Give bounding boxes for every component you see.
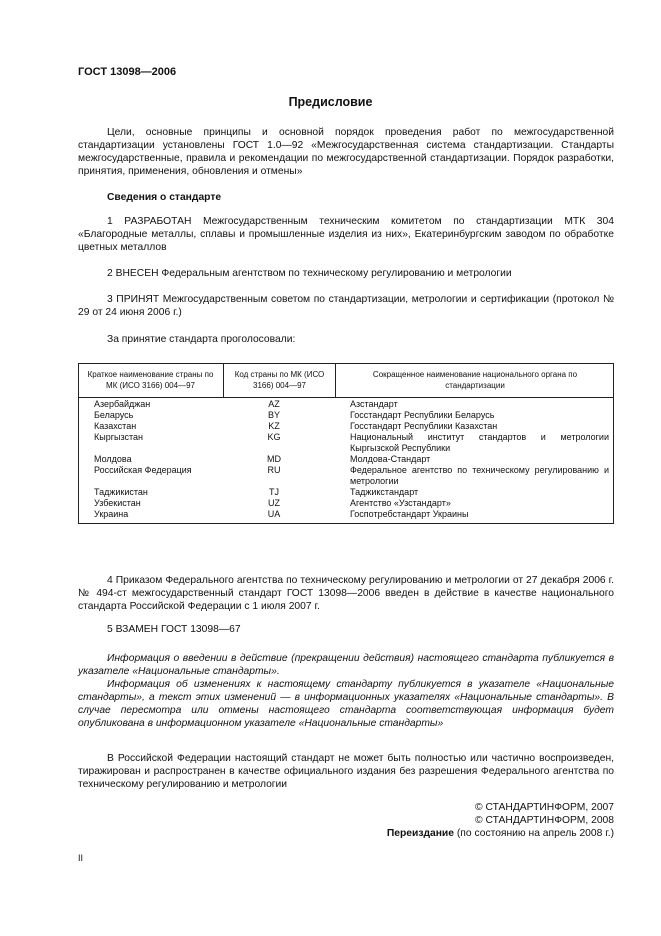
section-heading: Сведения о стандарте (107, 192, 222, 203)
info-paragraph-2: Информация об изменениях к настоящему стандарту публикуется в указателе «Национальные стандарты», а текст этих изменений — в информационных указателях «Национальные стандарты». В случае пересмотра или отмены настоящего стандарта соответствующая информация будет опубликована в информационном указателе «Национальные стандарты» (78, 679, 614, 729)
table-cell-body: Госпотребстандарт Украины (350, 509, 469, 519)
table-cell-country: Таджикистан (94, 487, 148, 497)
table-header-rule (78, 397, 614, 398)
table-cell-country: Кыргызстан (94, 432, 143, 442)
table-cell-body: Национальный институт стандартов и метрологии Кыргызской Республики (350, 432, 609, 453)
table-cell-country: Беларусь (94, 410, 134, 420)
table-cell-code: MD (267, 454, 281, 464)
page-title: Предисловие (288, 95, 373, 109)
table-cell-code: AZ (268, 399, 280, 409)
item-1-text: Межгосударственным техническим комитетом по стандартизации МТК 304 «Благородные металлы, сплавы и промышленные изделия из них», Екатеринбургским заводом по обработке цветных металлов (78, 216, 614, 253)
info-paragraph-1: Информация о введении в действие (прекращении действия) настоящего стандарта публикуется в указателе «Национальные стандарты». (78, 653, 614, 677)
reissue-line (387, 827, 614, 840)
voted-caption: За принятие стандарта проголосовали: (107, 334, 296, 345)
item-3-lead: 3 ПРИНЯТ (107, 294, 160, 305)
item-2-lead: 2 ВНЕСЕН (107, 268, 159, 279)
item-3-text: Межгосударственным советом по стандартизации, метрологии и сертификации (протокол № 29 от 24 июня 2006 г.) (78, 294, 615, 318)
reissue-label: Переиздание (386, 828, 454, 839)
table-cell-body: Федеральное агентство по техническому регулированию и метрологии (350, 465, 609, 486)
document-code: ГОСТ 13098—2006 (78, 66, 177, 78)
table-cell-country: Украина (94, 509, 129, 519)
table-cell-country: Молдова (94, 454, 132, 464)
intro-paragraph: Цели, основные принципы и основной порядок проведения работ по межгосударственной стандартизации установлены ГОСТ 1.0—92 «Межгосударственная система стандартизации. Стандарты межгосударственные, правила и рекомендации по межгосударственной стандартизации. Порядок разработки, принятия, применения, обновления и отмены» (78, 127, 614, 177)
table-cell-body: Молдова-Стандарт (350, 454, 431, 464)
table-cell-country: Узбекистан (94, 498, 141, 508)
table-divider (335, 363, 336, 398)
page-number: II (78, 853, 84, 863)
table-cell-code: KG (267, 432, 281, 442)
copyright-2008: © СТАНДАРТИНФОРМ, 2008 (475, 815, 614, 826)
table-cell-body: Азстандарт (350, 399, 398, 409)
item-5-paragraph: 5 ВЗАМЕН ГОСТ 13098—67 (107, 624, 241, 635)
table-cell-code: TJ (269, 487, 279, 497)
item-2-text: Федеральным агентством по техническому регулированию и метрологии (158, 268, 512, 279)
table-cell-body: Госстандарт Республики Казахстан (350, 421, 498, 431)
item-1-paragraph (78, 215, 614, 254)
rights-paragraph: В Российской Федерации настоящий стандарт не может быть полностью или частично воспроизведен, тиражирован и распространен в качестве официального издания без разрешения Федерального агентства по техническому регулированию и метрологии (78, 753, 614, 790)
item-4-paragraph: 4 Приказом Федерального агентства по техническому регулированию и метрологии от 27 декабря 2006 г. № 494-ст межгосударственный стандарт ГОСТ 13098—2006 введен в действие в качестве национального стандарта Российской Федерации с 1 июля 2007 г. (78, 575, 614, 612)
voting-table (78, 363, 614, 524)
table-cell-body: Агентство «Узстандарт» (350, 498, 451, 508)
item-2-paragraph (78, 267, 614, 280)
table-cell-country: Российская Федерация (94, 465, 192, 475)
table-header-code: Код страны по МК (ИСО 3166) 004—97 (234, 370, 325, 390)
table-cell-body: Госстандарт Республики Беларусь (350, 410, 495, 420)
table-cell-country: Казахстан (94, 421, 137, 431)
table-header-body: Сокращенное наименование национального органа по стандартизации (372, 370, 578, 390)
reissue-note: (по состоянию на апрель 2008 г.) (454, 828, 614, 839)
table-cell-body: Таджикстандарт (350, 487, 419, 497)
table-cell-code: UZ (268, 498, 280, 508)
copyright-2007: © СТАНДАРТИНФОРМ, 2007 (475, 802, 614, 813)
table-cell-code: RU (267, 465, 281, 475)
item-3-paragraph (78, 293, 614, 319)
table-header-country: Краткое наименование страны по МК (ИСО 3166) 004—97 (87, 370, 214, 390)
table-cell-code: UA (267, 509, 281, 519)
item-1-lead: 1 РАЗРАБОТАН (107, 216, 192, 227)
table-cell-code: KZ (268, 421, 280, 431)
table-cell-code: BY (267, 410, 280, 420)
table-cell-country: Азербайджан (94, 399, 151, 409)
table-divider (223, 363, 224, 398)
